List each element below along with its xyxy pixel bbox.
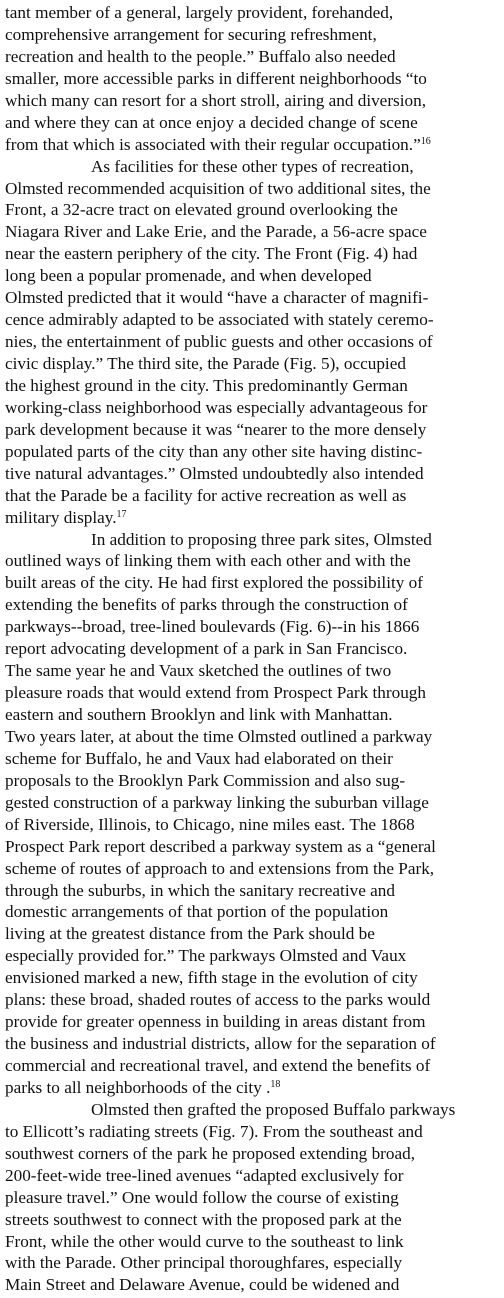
line-text: pleasure roads that would extend from Prospect Park through <box>5 683 426 703</box>
line-text: recreation and health to the people.” Buffalo also needed <box>5 46 396 66</box>
text-line <box>5 1165 499 1187</box>
line-text: Main Street and Delaware Avenue, could be widened and <box>5 1275 400 1295</box>
text-line <box>5 1252 499 1274</box>
line-text: commercial and recreational travel, and extend the benefits of <box>5 1056 431 1075</box>
line-text: through the suburbs, in which the sanitary recreative and <box>5 880 395 900</box>
line-text: Prospect Park report described a parkway system as a “general <box>5 836 436 856</box>
paragraph-first-line <box>5 156 499 178</box>
text-line <box>5 1033 499 1055</box>
line-text: with the Parade. Other principal thoroughfares, especially <box>5 1253 403 1273</box>
text-line <box>5 1055 499 1077</box>
line-text: working-class neighborhood was especially advantageous for <box>5 397 428 417</box>
text-line <box>5 616 499 638</box>
text-line <box>5 594 499 616</box>
text-line <box>5 726 499 748</box>
line-text: which many can resort for a short stroll, airing and diversion, <box>5 90 426 110</box>
text-line <box>5 287 499 309</box>
text-line <box>5 24 499 46</box>
line-text: pleasure travel.” One would follow the course of existing <box>5 1187 399 1207</box>
text-line <box>5 68 499 90</box>
text-line <box>5 967 499 989</box>
line-text: The same year he and Vaux sketched the outlines of two <box>5 661 392 681</box>
line-text: populated parts of the city than any other site having distinc- <box>5 441 423 461</box>
text-line <box>5 353 499 375</box>
line-text: parks to all neighborhoods of the city . <box>5 1077 271 1097</box>
text-line <box>5 1187 499 1209</box>
text-line <box>5 199 499 221</box>
line-text: 200-feet-wide tree-lined avenues “adapted exclusively for <box>5 1165 404 1185</box>
text-line <box>5 265 499 287</box>
text-line <box>5 2 499 24</box>
line-text: report advocating development of a park in San Francisco. <box>5 639 408 659</box>
text-line <box>5 441 499 463</box>
line-text: military display. <box>5 507 117 527</box>
line-text: outlined ways of linking them with each other and with the <box>5 551 411 571</box>
text-line <box>5 1274 499 1296</box>
line-text: extending the benefits of parks through the construction of <box>5 595 408 615</box>
text-line <box>5 770 499 792</box>
line-text: near the eastern periphery of the city. The Front (Fig. 4) had <box>5 244 418 264</box>
text-line <box>5 572 499 594</box>
line-text: Olmsted then grafted the proposed Buffalo parkways <box>91 1099 456 1119</box>
line-text: proposals to the Brooklyn Park Commission and also sug- <box>5 770 406 790</box>
paragraph-first-line <box>5 1099 499 1121</box>
text-line <box>5 507 499 529</box>
line-text: provide for greater openness in building in areas distant from <box>5 1012 426 1032</box>
text-line <box>5 309 499 331</box>
text-line <box>5 923 499 945</box>
line-text: eastern and southern Brooklyn and link with Manhattan. <box>5 705 393 724</box>
line-text: built areas of the city. He had first explored the possibility of <box>5 573 423 593</box>
line-text: As facilities for these other types of recreation, <box>91 156 414 176</box>
line-text: gested construction of a parkway linking the suburban village <box>5 792 429 812</box>
line-text: Olmsted predicted that it would “have a character of magnifi- <box>5 288 429 308</box>
line-text: In addition to proposing three park sites, Olmsted <box>91 529 432 549</box>
line-text: southwest corners of the park he proposed extending broad, <box>5 1143 415 1163</box>
text-line <box>5 901 499 923</box>
line-text: especially provided for.” The parkways Olmsted and Vaux <box>5 946 407 966</box>
line-text: long been a popular promenade, and when developed <box>5 266 372 286</box>
line-text: Front, while the other would curve to the southeast to link <box>5 1231 404 1251</box>
text-line <box>5 748 499 770</box>
line-text: tant member of a general, largely provident, forehanded, <box>5 3 394 22</box>
line-text: Olmsted recommended acquisition of two additional sites, the <box>5 178 431 198</box>
text-line <box>5 463 499 485</box>
text-line <box>5 814 499 836</box>
text-line <box>5 550 499 572</box>
text-line <box>5 134 499 156</box>
text-line <box>5 90 499 112</box>
text-line <box>5 485 499 507</box>
text-line <box>5 1209 499 1231</box>
text-line <box>5 178 499 200</box>
text-line <box>5 243 499 265</box>
line-text: nies, the entertainment of public guests and other occasions of <box>5 332 433 352</box>
line-text: Niagara River and Lake Erie, and the Parade, a 56-acre space <box>5 222 427 242</box>
footnote-marker: 18 <box>270 1078 281 1090</box>
text-line <box>5 638 499 660</box>
text-line <box>5 397 499 419</box>
body-text <box>5 2 499 1296</box>
line-text: and where they can at once enjoy a decided change of scene <box>5 112 418 132</box>
text-line <box>5 880 499 902</box>
text-line <box>5 331 499 353</box>
line-text: to Ellicott’s radiating streets (Fig. 7). From the southeast and <box>5 1121 423 1141</box>
text-line <box>5 792 499 814</box>
footnote-marker: 17 <box>116 508 127 520</box>
text-line <box>5 419 499 441</box>
text-line <box>5 682 499 704</box>
line-text: cence admirably adapted to be associated with stately ceremo- <box>5 310 434 330</box>
line-text: that the Parade be a facility for active recreation as well as <box>5 485 407 505</box>
text-line <box>5 46 499 68</box>
text-line <box>5 112 499 134</box>
line-text: parkways--broad, tree-lined boulevards (Fig. 6)--in his 1866 <box>5 617 420 637</box>
line-text: living at the greatest distance from the Park should be <box>5 924 375 944</box>
footnote-marker: 16 <box>420 135 431 147</box>
line-text: park development because it was “nearer to the more densely <box>5 419 427 439</box>
text-line <box>5 660 499 682</box>
paragraph-first-line <box>5 529 499 551</box>
line-text: comprehensive arrangement for securing refreshment, <box>5 24 377 44</box>
text-line <box>5 375 499 397</box>
line-text: Front, a 32-acre tract on elevated ground overlooking the <box>5 200 398 220</box>
text-line <box>5 1121 499 1143</box>
line-text: smaller, more accessible parks in different neighborhoods “to <box>5 68 427 88</box>
line-text: from that which is associated with their regular occupation.” <box>5 134 421 154</box>
line-text: Two years later, at about the time Olmsted outlined a parkway <box>5 726 433 746</box>
text-line <box>5 836 499 858</box>
text-line <box>5 1231 499 1253</box>
line-text: plans: these broad, shaded routes of access to the parks would <box>5 990 431 1010</box>
line-text: the highest ground in the city. This predominantly German <box>5 375 408 395</box>
line-text: the business and industrial districts, allow for the separation of <box>5 1034 436 1054</box>
text-line <box>5 704 499 726</box>
line-text: scheme for Buffalo, he and Vaux had elaborated on their <box>5 748 393 768</box>
text-line <box>5 1077 499 1099</box>
text-line <box>5 945 499 967</box>
text-line <box>5 221 499 243</box>
text-line <box>5 858 499 880</box>
line-text: envisioned marked a new, fifth stage in the evolution of city <box>5 968 418 988</box>
line-text: tive natural advantages.” Olmsted undoubtedly also intended <box>5 463 424 483</box>
line-text: of Riverside, Illinois, to Chicago, nine miles east. The 1868 <box>5 814 415 834</box>
line-text: streets southwest to connect with the proposed park at the <box>5 1209 402 1229</box>
line-text: civic display.” The third site, the Parade (Fig. 5), occupied <box>5 354 406 373</box>
text-line <box>5 989 499 1011</box>
line-text: scheme of routes of approach to and extensions from the Park, <box>5 858 435 878</box>
text-line <box>5 1143 499 1165</box>
text-line <box>5 1011 499 1033</box>
line-text: domestic arrangements of that portion of the population <box>5 902 389 922</box>
